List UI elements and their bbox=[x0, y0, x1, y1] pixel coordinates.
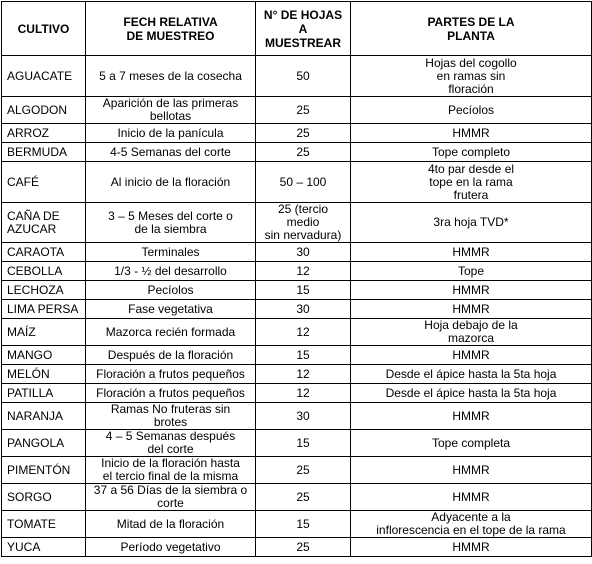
cell-cultivo: CAÑA DE AZUCAR bbox=[2, 203, 86, 243]
table-row bbox=[2, 162, 592, 203]
cell-cultivo: AGUACATE bbox=[2, 56, 86, 97]
cell-hojas: 25 bbox=[256, 538, 351, 557]
cell-partes: HMMR bbox=[351, 300, 592, 319]
table-row bbox=[2, 97, 592, 124]
cell-fecha: Mitad de la floración bbox=[86, 511, 256, 538]
cell-partes: Pecíolos bbox=[351, 97, 592, 124]
cell-fecha: Inicio de la panícula bbox=[86, 124, 256, 143]
cell-cultivo: CARAOTA bbox=[2, 243, 86, 262]
cell-fecha: Aparición de las primeras bellotas bbox=[86, 97, 256, 124]
cell-cultivo: CEBOLLA bbox=[2, 262, 86, 281]
cell-cultivo: LIMA PERSA bbox=[2, 300, 86, 319]
cell-cultivo: YUCA bbox=[2, 538, 86, 557]
cell-hojas: 15 bbox=[256, 430, 351, 457]
cell-fecha: Floración a frutos pequeños bbox=[86, 365, 256, 384]
cell-partes: Desde el ápice hasta la 5ta hoja bbox=[351, 365, 592, 384]
table-row bbox=[2, 457, 592, 484]
cell-partes: HMMR bbox=[351, 124, 592, 143]
table-row bbox=[2, 203, 592, 243]
cell-hojas: 15 bbox=[256, 346, 351, 365]
cell-fecha: 1/3 - ½ del desarrollo bbox=[86, 262, 256, 281]
cell-hojas: 15 bbox=[256, 511, 351, 538]
cell-cultivo: SORGO bbox=[2, 484, 86, 511]
cell-partes: Hoja debajo de la mazorca bbox=[351, 319, 592, 346]
cell-partes: 3ra hoja TVD* bbox=[351, 203, 592, 243]
cell-fecha: 5 a 7 meses de la cosecha bbox=[86, 56, 256, 97]
cell-cultivo: LECHOZA bbox=[2, 281, 86, 300]
cell-cultivo: PIMENTÓN bbox=[2, 457, 86, 484]
cell-hojas: 12 bbox=[256, 384, 351, 403]
cell-cultivo: ARROZ bbox=[2, 124, 86, 143]
cell-partes: HMMR bbox=[351, 484, 592, 511]
table-row bbox=[2, 538, 592, 557]
cell-hojas: 25 bbox=[256, 457, 351, 484]
cell-fecha: Después de la floración bbox=[86, 346, 256, 365]
cell-cultivo: TOMATE bbox=[2, 511, 86, 538]
cell-partes: Tope completo bbox=[351, 143, 592, 162]
cell-cultivo: PATILLA bbox=[2, 384, 86, 403]
cell-hojas: 50 – 100 bbox=[256, 162, 351, 203]
table-row bbox=[2, 262, 592, 281]
cell-partes: Adyacente a la inflorescencia en el tope de la rama bbox=[351, 511, 592, 538]
header-hojas: N° DE HOJAS A MUESTREAR bbox=[256, 2, 351, 56]
cell-cultivo: MANGO bbox=[2, 346, 86, 365]
header-row bbox=[2, 2, 592, 56]
cell-hojas: 25 bbox=[256, 143, 351, 162]
cell-partes: HMMR bbox=[351, 281, 592, 300]
table-row bbox=[2, 365, 592, 384]
table-row bbox=[2, 403, 592, 430]
cell-fecha: Pecíolos bbox=[86, 281, 256, 300]
header-fecha: FECH RELATIVA DE MUESTREO bbox=[86, 2, 256, 56]
header-cultivo: CULTIVO bbox=[2, 2, 86, 56]
cell-partes: HMMR bbox=[351, 243, 592, 262]
cell-hojas: 15 bbox=[256, 281, 351, 300]
cell-fecha: 37 a 56 Días de la siembra o corte bbox=[86, 484, 256, 511]
cell-fecha: Al inicio de la floración bbox=[86, 162, 256, 203]
table-row bbox=[2, 346, 592, 365]
cell-hojas: 30 bbox=[256, 243, 351, 262]
cell-hojas: 12 bbox=[256, 365, 351, 384]
cell-hojas: 12 bbox=[256, 319, 351, 346]
table-row bbox=[2, 384, 592, 403]
cell-fecha: Terminales bbox=[86, 243, 256, 262]
table-row bbox=[2, 243, 592, 262]
table-row bbox=[2, 56, 592, 97]
table-row bbox=[2, 430, 592, 457]
table-row bbox=[2, 124, 592, 143]
cell-fecha: Ramas No fruteras sin brotes bbox=[86, 403, 256, 430]
cell-cultivo: PANGOLA bbox=[2, 430, 86, 457]
cell-fecha: Fase vegetativa bbox=[86, 300, 256, 319]
cell-hojas: 30 bbox=[256, 300, 351, 319]
cell-partes: HMMR bbox=[351, 457, 592, 484]
cell-hojas: 50 bbox=[256, 56, 351, 97]
sampling-table bbox=[1, 1, 592, 557]
cell-partes: Tope completa bbox=[351, 430, 592, 457]
cell-fecha: Floración a frutos pequeños bbox=[86, 384, 256, 403]
cell-cultivo: MELÓN bbox=[2, 365, 86, 384]
cell-fecha: 4-5 Semanas del corte bbox=[86, 143, 256, 162]
cell-fecha: 3 – 5 Meses del corte o de la siembra bbox=[86, 203, 256, 243]
cell-hojas: 12 bbox=[256, 262, 351, 281]
table-row bbox=[2, 319, 592, 346]
cell-cultivo: CAFÉ bbox=[2, 162, 86, 203]
table-row bbox=[2, 281, 592, 300]
cell-hojas: 25 bbox=[256, 484, 351, 511]
table-row bbox=[2, 300, 592, 319]
cell-fecha: 4 – 5 Semanas después del corte bbox=[86, 430, 256, 457]
cell-fecha: Inicio de la floración hasta el tercio final de la misma bbox=[86, 457, 256, 484]
cell-hojas: 25 (tercio medio sin nervadura) bbox=[256, 203, 351, 243]
cell-partes: HMMR bbox=[351, 346, 592, 365]
cell-cultivo: ALGODON bbox=[2, 97, 86, 124]
table-row bbox=[2, 143, 592, 162]
cell-cultivo: BERMUDA bbox=[2, 143, 86, 162]
table-row bbox=[2, 484, 592, 511]
cell-partes: Tope bbox=[351, 262, 592, 281]
cell-partes: Desde el ápice hasta la 5ta hoja bbox=[351, 384, 592, 403]
cell-partes: 4to par desde el tope en la rama frutera bbox=[351, 162, 592, 203]
cell-fecha: Período vegetativo bbox=[86, 538, 256, 557]
cell-cultivo: MAÍZ bbox=[2, 319, 86, 346]
cell-partes: HMMR bbox=[351, 538, 592, 557]
cell-hojas: 25 bbox=[256, 124, 351, 143]
cell-fecha: Mazorca recién formada bbox=[86, 319, 256, 346]
cell-partes: Hojas del cogollo en ramas sin floración bbox=[351, 56, 592, 97]
cell-hojas: 30 bbox=[256, 403, 351, 430]
cell-hojas: 25 bbox=[256, 97, 351, 124]
cell-partes: HMMR bbox=[351, 403, 592, 430]
cell-cultivo: NARANJA bbox=[2, 403, 86, 430]
header-partes: PARTES DE LA PLANTA bbox=[351, 2, 592, 56]
table-row bbox=[2, 511, 592, 538]
